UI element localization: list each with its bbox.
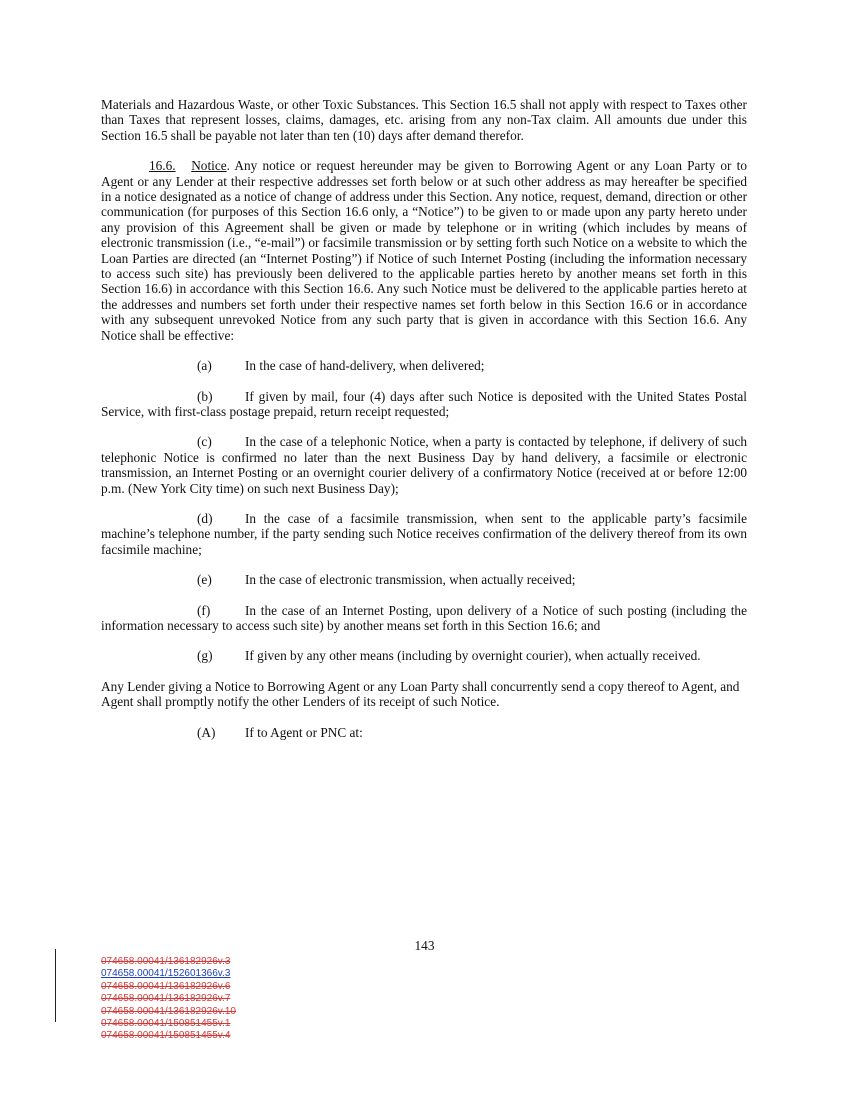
list-item [101,511,747,557]
item-text: If given by any other means (including by overnight courier), when actually received. [245,648,701,664]
item-label: (e) [197,572,212,588]
item-label: (f) [197,602,211,618]
document-body [101,97,747,740]
item-text: In the case of electronic transmission, when actually received; [245,572,576,588]
doc-id-struck: 074658.00041/136182926v.6 [101,980,231,992]
item-label: (b) [197,388,213,404]
list-item [101,358,747,373]
doc-id-current: 074658.00041/152601366v.3 [101,968,231,980]
document-id-list [101,956,236,1043]
doc-id-struck: 074658.00041/150851455v.4 [101,1030,231,1042]
doc-id-struck: 074658.00041/150851455v.1 [101,1018,231,1030]
doc-id-struck: 074658.00041/136182926v.3 [101,956,231,967]
item-text: If given by mail, four (4) days after such Notice is deposited with the United States Postal Service, with first-class postage prepaid, return receipt requested; [101,388,747,419]
doc-id-struck: 074658.00041/136182926v.7 [101,993,231,1005]
list-item [101,648,747,663]
item-label: (A) [197,724,216,740]
list-item [101,572,747,587]
paragraph-lender-notice: Any Lender giving a Notice to Borrowing Agent or any Loan Party shall concurrently send a copy thereof to Agent, and Agent shall promptly notify the other Lenders of its receipt of such Notice. [101,678,740,710]
list-item [101,434,747,496]
item-label: (g) [197,648,213,664]
section-body: . Any notice or request hereunder may be given to Borrowing Agent or any Loan Party or to Agent or any Lender at their respective addresses set forth below or at such other address as may hereafter be specified in a notice designated as a notice of change of address under this Section. Any notice, request, demand, direction or other communication (for purposes of this Section 16.6 only, a “Notice”) to be given to or made upon any party hereto under any provision of this Agreement shall be given or made by telephone or in writing (which includes by means of electronic transmission (i.e., “e-mail”) or facsimile transmission or by setting forth such Notice on a website to which the Loan Parties are directed (an “Internet Posting”) if Notice of such Internet Posting (including the information necessary to access such site) has previously been delivered to the applicable parties hereto by another means set forth in this Section 16.6) in accordance with this Section 16.6. Any such Notice must be delivered to the applicable parties hereto at the addresses and numbers set forth under their respective names set forth below in this Section 16.6 or in accordance with any subsequent unrevoked Notice from any such party that is given in accordance with this Section 16.6. Any Notice shall be effective: [101,158,747,343]
address-item [101,725,747,740]
item-text: In the case of hand-delivery, when delivered; [245,358,485,374]
paragraph-section-16-5-end: Materials and Hazardous Waste, or other Toxic Substances. This Section 16.5 shall not apply with respect to Taxes other than Taxes that represent losses, claims, damages, etc. arising from any non-Tax claim. All amounts due under this Section 16.5 shall be payable not later than ten (10) days after demand therefor. [101,97,747,143]
section-number: 16.6. [149,158,176,174]
item-label: (a) [197,358,212,374]
item-text: In the case of a telephonic Notice, when a party is contacted by telephone, if delivery of such telephonic Notice is confirmed no later than the next Business Day by hand delivery, a facsimile or electronic transmission, an Internet Posting or an overnight courier delivery of a confirmatory Notice (received at or before 12:00 p.m. (New York City time) on such next Business Day); [101,434,747,496]
item-text: If to Agent or PNC at: [245,724,363,740]
doc-id-struck: 074658.00041/136182926v.10 [101,1005,236,1017]
list-item [101,389,747,420]
section-title: Notice [191,158,227,174]
page-number: 143 [414,938,435,953]
item-text: In the case of a facsimile transmission, when sent to the applicable party’s facsimile machine’s telephone number, if the party sending such Notice receives confirmation of the delivery thereof from its own facsimile machine; [101,510,747,557]
change-bar [55,949,56,1022]
item-label: (d) [197,510,213,526]
paragraph-section-16-6 [101,158,747,343]
item-label: (c) [197,434,212,450]
list-item [101,603,747,634]
item-text: In the case of an Internet Posting, upon delivery of a Notice of such posting (including the information necessary to access such site) by another means set forth in this Section 16.6; and [101,602,747,633]
